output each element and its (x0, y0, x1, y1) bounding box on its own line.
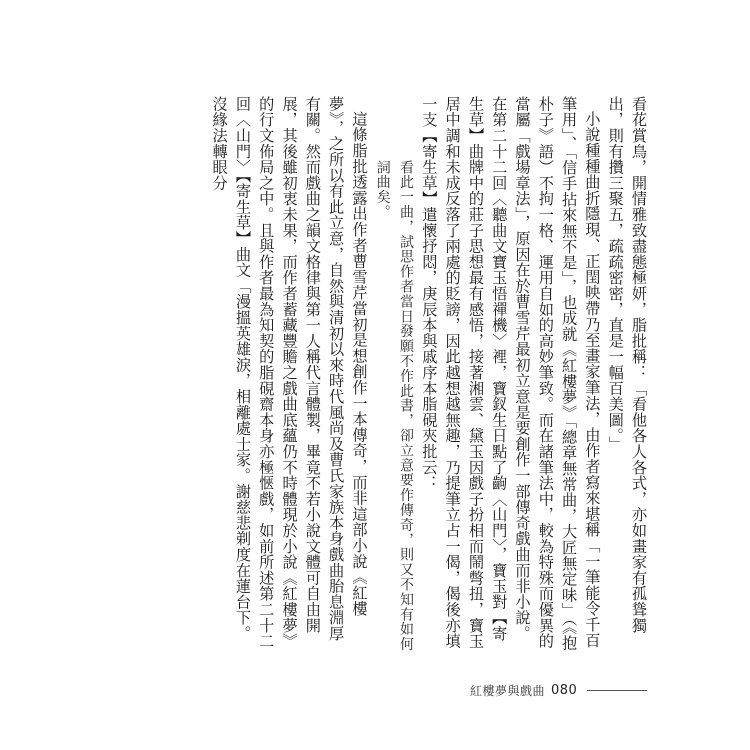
page-footer (470, 681, 647, 699)
page-number: 080 (551, 682, 578, 698)
paragraph-3: 這條脂批透露出作者曹雪芹當初是想創作一本傳奇，而非這部小說《紅樓夢》，之所以有此立意，自然與清初以來時代風尚及曹氏家族本身戲曲胎息淵厚有關。然而戲曲之韻文格律與第一人稱代言體製，畢竟不若小說文體可自由開展，其後雖初衷未果，而作者蓄藏豐贍之戲曲底蘊仍不時體現於小說《紅樓夢》的行文佈局之中。且與作者最為知契的脂硯齋本身亦極愜戲，如前所述第二十二回〈山門〉【寄生草】曲文「漫搵英雄淚，相離處士家。謝慈悲剃度在蓮台下。沒緣法轉眼分 (210, 96, 369, 649)
block-quote: 看此一曲，試思作者當日發願不作此書，卻立意要作傳奇，則又不知有如何詞曲矣。 (374, 160, 415, 653)
running-title: 紅樓夢與戲曲 (470, 683, 546, 698)
footer-rule (587, 690, 647, 691)
body-text (90, 96, 650, 656)
paragraph-1: 看花賞鳥，開情雅致盡態極妍，脂批稱：「看他各人各式，亦如畫家有孤聳獨出，則有攢三聚五，疏疏密密，直是一幅百美圖。」 (606, 96, 648, 634)
paragraph-2: 小說種種曲折隱現、正閏映帶乃至畫家筆法，由作者寫來堪稱「一筆能令千百筆用」、「信手拈來無不是」，也成就《紅樓夢》「總章無常曲，大匠無定味」（《抱朴子》語）不拘一格、運用自如的高妙筆致。而在諸筆法中，較為特殊而優異的當屬「戲場章法」，原因在於曹雪芹最初立意是要創作一部傳奇戲曲而非小說。在第二十二回〈聽曲文寶玉悟禪機〉裡，寶釵生日點了齣〈山門〉，寶玉對【寄生草】曲牌中的莊子思想最有感悟，接著湘雲、黛玉因戲子扮相而鬧彆扭，寶玉居中調和未成反落了兩處的貶謗，因此越想越無趣，乃提筆立占一偈，偈後亦填一支【寄生草】遣懷抒悶，庚辰本與戚序本脂硯夾批云： (420, 96, 602, 651)
